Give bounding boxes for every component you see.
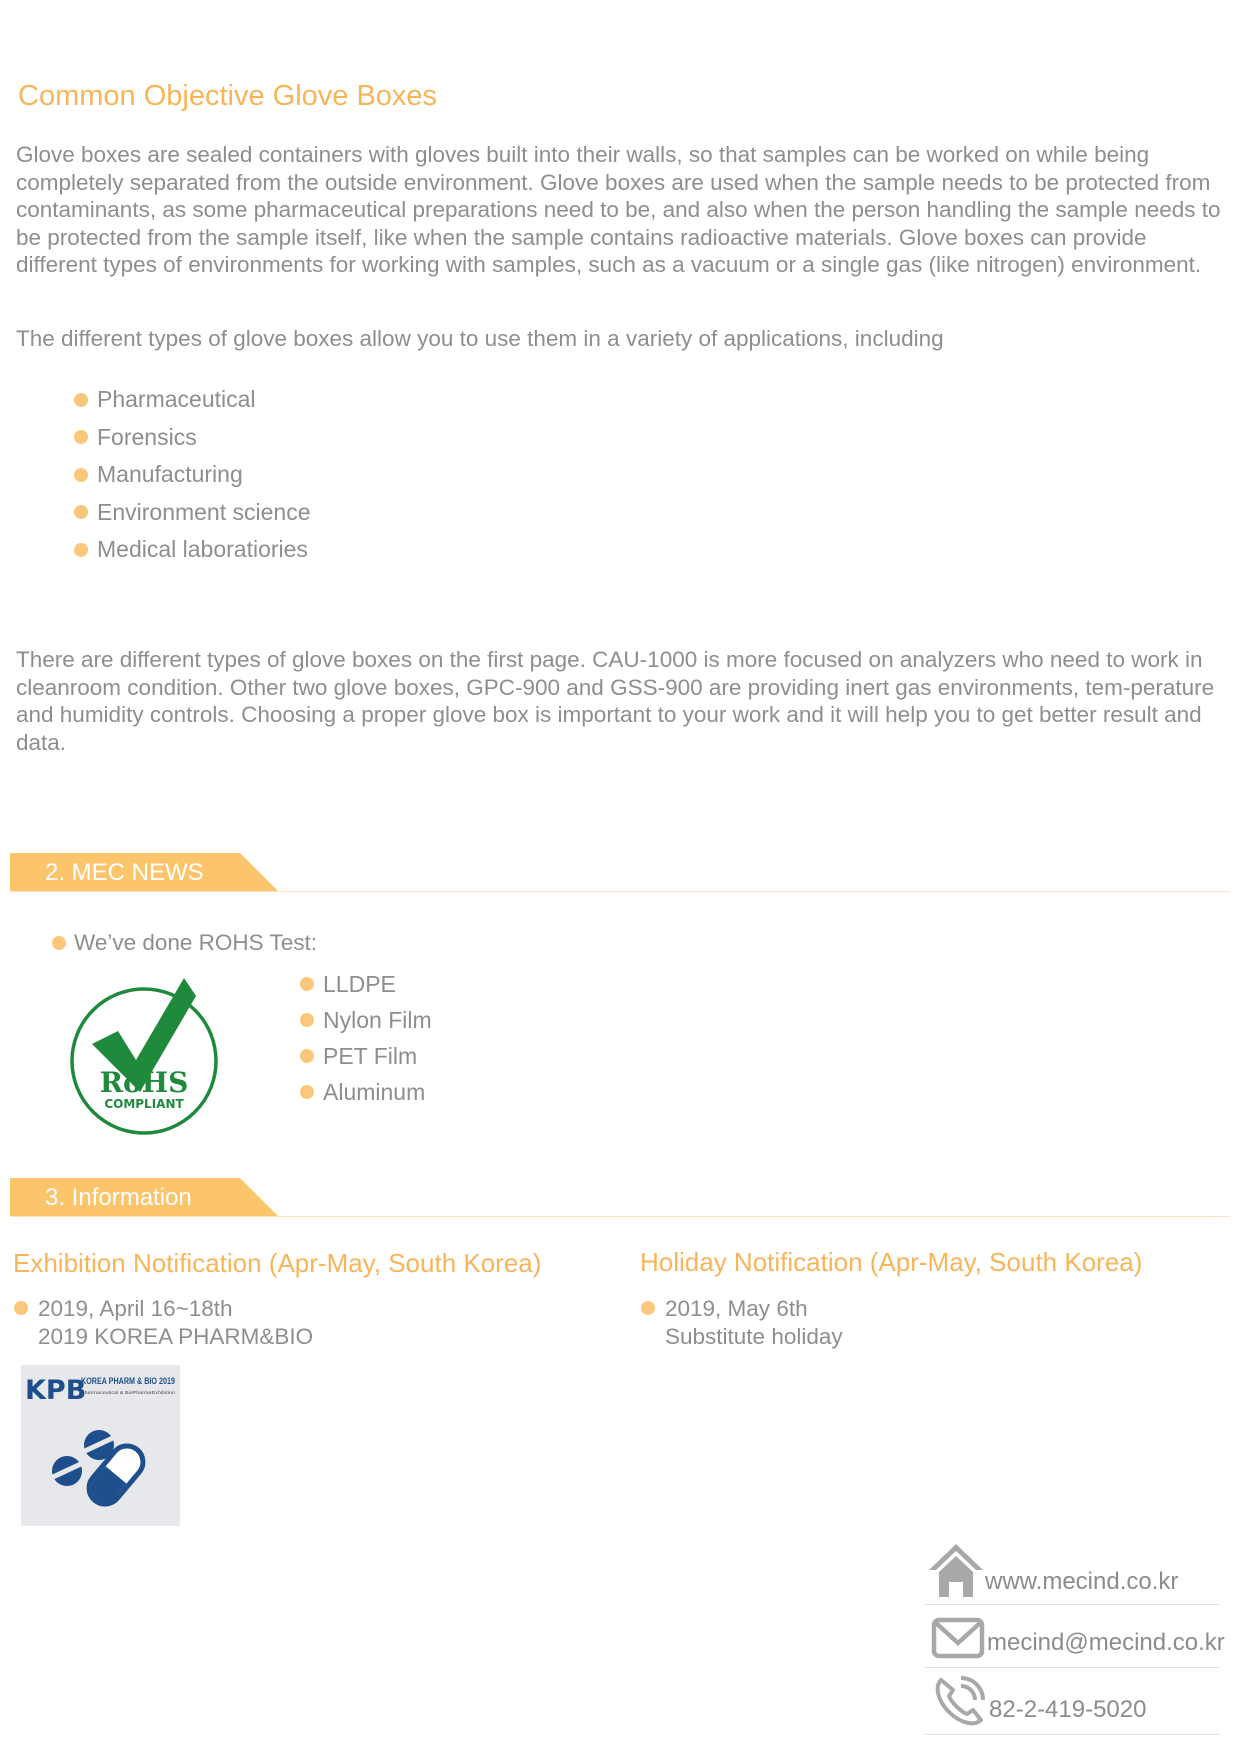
list-item: Manufacturing: [74, 456, 311, 494]
footer-email: [925, 1605, 1225, 1668]
rohs-intro: We’ve done ROHS Test:: [52, 930, 317, 956]
information-banner: [10, 1178, 278, 1216]
list-item: Aluminum: [300, 1074, 432, 1110]
website-link[interactable]: www.mecind.co.kr: [985, 1568, 1179, 1595]
bullet-icon: [74, 393, 88, 407]
applications-list: [74, 381, 311, 569]
bullet-icon: [300, 1085, 314, 1099]
exhibition-logo-mark: KPB: [25, 1375, 87, 1406]
rohs-logo-subtext: COMPLIANT: [104, 1097, 184, 1111]
footer-phone: [925, 1668, 1220, 1735]
exhibition-date: 2019, April 16~18th: [38, 1296, 233, 1321]
materials-list: [300, 966, 432, 1110]
phone-number[interactable]: 82-2-419-5020: [989, 1696, 1147, 1723]
bullet-icon: [300, 977, 314, 991]
exhibition-event: [38, 1295, 313, 1350]
bullet-icon: [14, 1301, 28, 1315]
list-item: Environment science: [74, 494, 311, 532]
exhibition-heading: Exhibition Notification (Apr-May, South Korea): [13, 1248, 542, 1278]
list-item: Pharmaceutical: [74, 381, 311, 419]
closing-paragraph: There are different types of glove boxes on the first page. CAU-1000 is more focused on analyzers who need to work in cleanroom condition. Other two glove boxes, GPC-900 and GSS-900 are providing inert gas environments, tem-perature and humidity controls. Choosing a proper glove box is important to your work and it will help you to get better result and data.: [16, 647, 1215, 755]
applications-lead: The different types of glove boxes allow you to use them in a variety of applications, including: [16, 326, 944, 351]
section-title: Common Objective Glove Boxes: [18, 80, 438, 112]
intro-paragraph: Glove boxes are sealed containers with gloves built into their walls, so that samples can be worked on while being completely separated from the outside environment. Glove boxes are used when the sample needs to be protected from contaminants, as some pharmaceutical preparations need to be, and also when the person handling the sample needs to be protected from the sample itself, like when the sample contains radioactive materials. Glove boxes can provide different types of environments for working with samples, such as a vacuum or a single gas (like nitrogen) environment.: [16, 142, 1221, 277]
bullet-icon: [641, 1301, 655, 1315]
information-banner-label: 3. Information: [45, 1184, 192, 1211]
news-banner-label: 2. MEC NEWS: [45, 859, 204, 886]
bullet-icon: [300, 1049, 314, 1063]
news-banner: [10, 853, 278, 891]
rohs-logo-text: RoHS: [99, 1066, 189, 1099]
exhibition-name: 2019 KOREA PHARM&BIO: [38, 1323, 314, 1349]
bullet-icon: [300, 1013, 314, 1027]
exhibition-logo-title: KOREA PHARM & BIO 2019: [81, 1376, 175, 1386]
list-item: Forensics: [74, 419, 311, 457]
exhibition-logo-subtitle: Pharmaceutical & BioPharmaExhibition: [81, 1390, 176, 1395]
list-item: Nylon Film: [300, 1002, 432, 1038]
email-link[interactable]: mecind@mecind.co.kr: [987, 1629, 1225, 1656]
list-item: LLDPE: [300, 966, 432, 1002]
bullet-icon: [74, 505, 88, 519]
home-icon: [927, 1542, 985, 1598]
holiday-date: 2019, May 6th: [665, 1296, 808, 1321]
bullet-icon: [52, 936, 66, 950]
list-item: Medical laboratiories: [74, 531, 311, 569]
holiday-name: Substitute holiday: [665, 1323, 843, 1349]
information-divider: [10, 1216, 1230, 1217]
bullet-icon: [74, 543, 88, 557]
footer-website: [925, 1542, 1220, 1605]
mail-icon: [931, 1617, 985, 1659]
bullet-icon: [74, 430, 88, 444]
bullet-icon: [74, 468, 88, 482]
news-divider: [10, 891, 1230, 892]
exhibition-logo: [21, 1365, 180, 1526]
holiday-event: [665, 1295, 843, 1350]
phone-icon: [931, 1672, 989, 1730]
list-item: PET Film: [300, 1038, 432, 1074]
holiday-heading: Holiday Notification (Apr-May, South Korea): [640, 1247, 1143, 1277]
rohs-logo: [68, 974, 220, 1134]
